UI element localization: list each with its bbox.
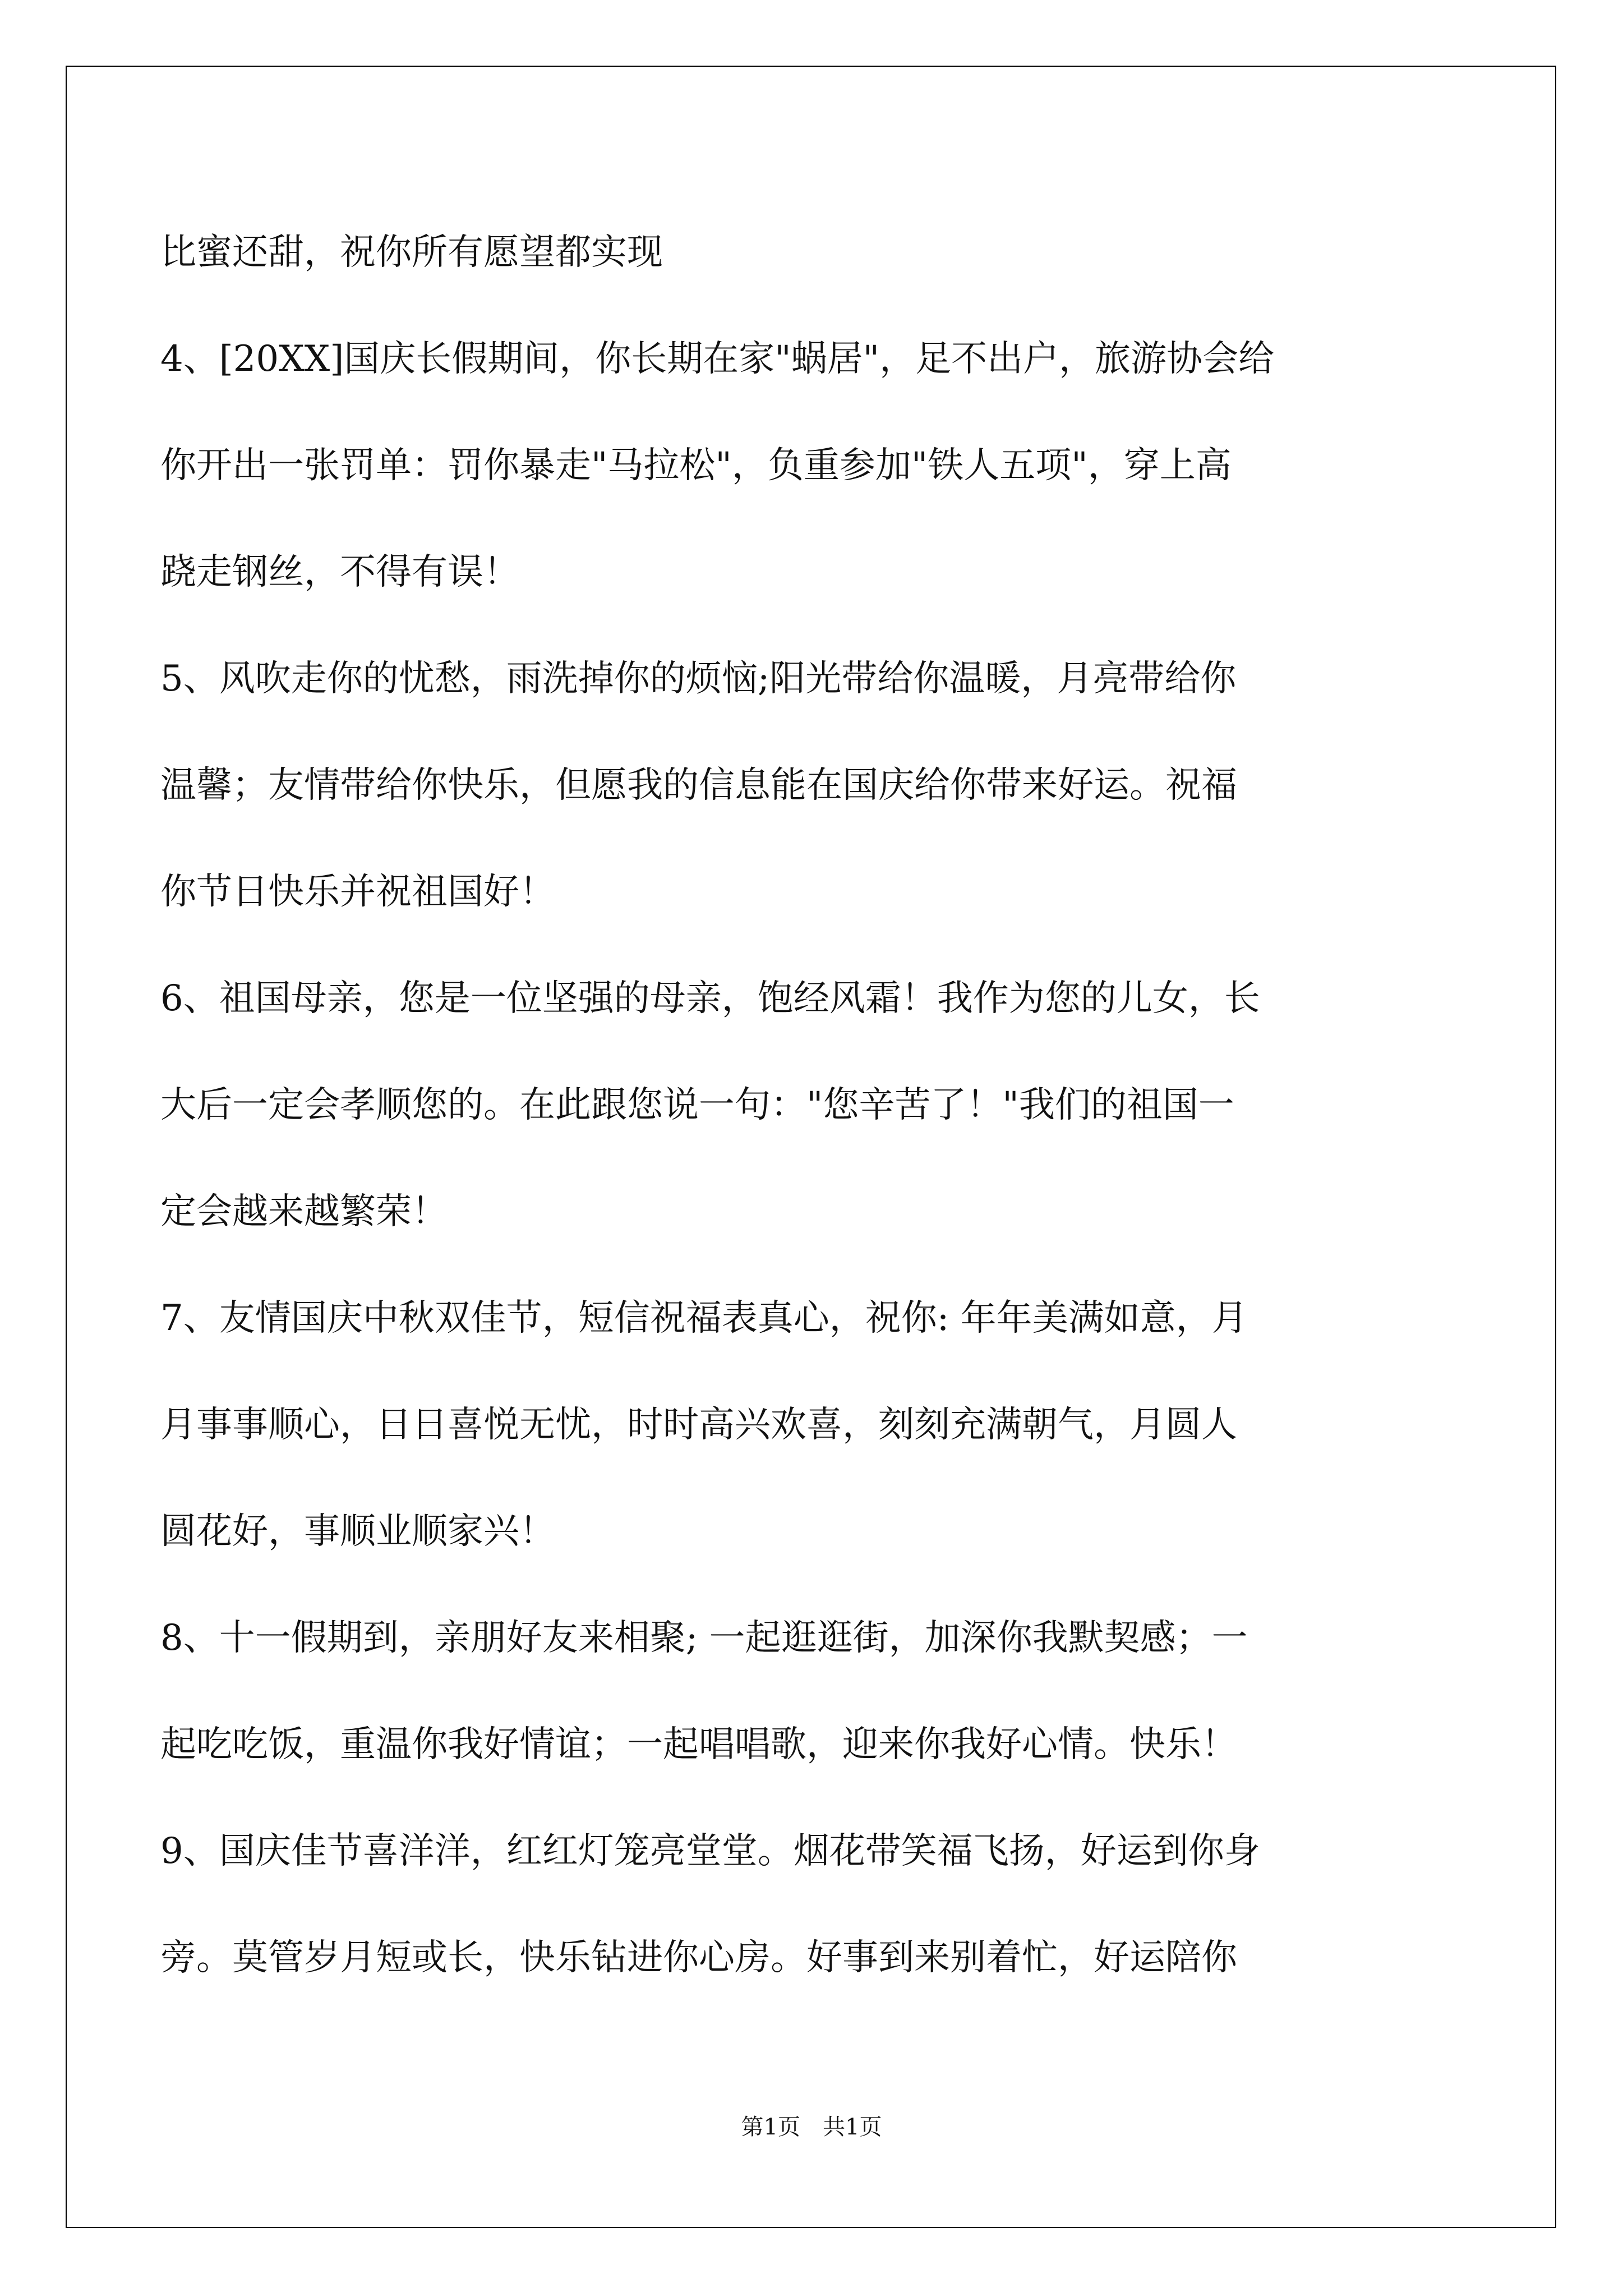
text-line: 8、十一假期到，亲朋好友来相聚; 一起逛逛街，加深你我默契感；一 bbox=[160, 1617, 1248, 1659]
text-line: 月事事顺心，日日喜悦无忧，时时高兴欢喜，刻刻充满朝气，月圆人 bbox=[160, 1404, 1237, 1446]
text-line: 大后一定会孝顺您的。在此跟您说一句："您辛苦了！"我们的祖国一 bbox=[160, 1084, 1234, 1126]
text-line: 5、风吹走你的忧愁，雨洗掉你的烦恼;阳光带给你温暖，月亮带给你 bbox=[160, 658, 1237, 700]
text-line: 起吃吃饭，重温你我好情谊；一起唱唱歌，迎来你我好心情。快乐！ bbox=[160, 1724, 1237, 1765]
text-line: 9、国庆佳节喜洋洋，红红灯笼亮堂堂。烟花带笑福飞扬，好运到你身 bbox=[160, 1830, 1260, 1872]
text-line: 你节日快乐并祝祖国好！ bbox=[160, 871, 555, 913]
text-line: 跷走钢丝，不得有误！ bbox=[160, 551, 519, 593]
page-footer: 第1页 共1页 bbox=[741, 2114, 882, 2140]
text-line: 温馨；友情带给你快乐，但愿我的信息能在国庆给你带来好运。祝福 bbox=[160, 765, 1237, 806]
text-line: 比蜜还甜，祝你所有愿望都实现 bbox=[160, 232, 663, 273]
text-line: 7、友情国庆中秋双佳节，短信祝福表真心，祝你: 年年美满如意，月 bbox=[160, 1297, 1248, 1339]
text-line: 旁。莫管岁月短或长，快乐钻进你心房。好事到来别着忙，好运陪你 bbox=[160, 1937, 1237, 1978]
text-line: 定会越来越繁荣！ bbox=[160, 1191, 448, 1232]
text-line: 圆花好，事顺业顺家兴！ bbox=[160, 1511, 555, 1552]
text-line: 4、[20XX]国庆长假期间，你长期在家"蜗居"，足不出户，旅游协会给 bbox=[160, 338, 1275, 380]
text-line: 你开出一张罚单：罚你暴走"马拉松"，负重参加"铁人五项"，穿上高 bbox=[160, 445, 1232, 486]
text-line: 6、祖国母亲，您是一位坚强的母亲，饱经风霜！我作为您的儿女，长 bbox=[160, 978, 1260, 1019]
